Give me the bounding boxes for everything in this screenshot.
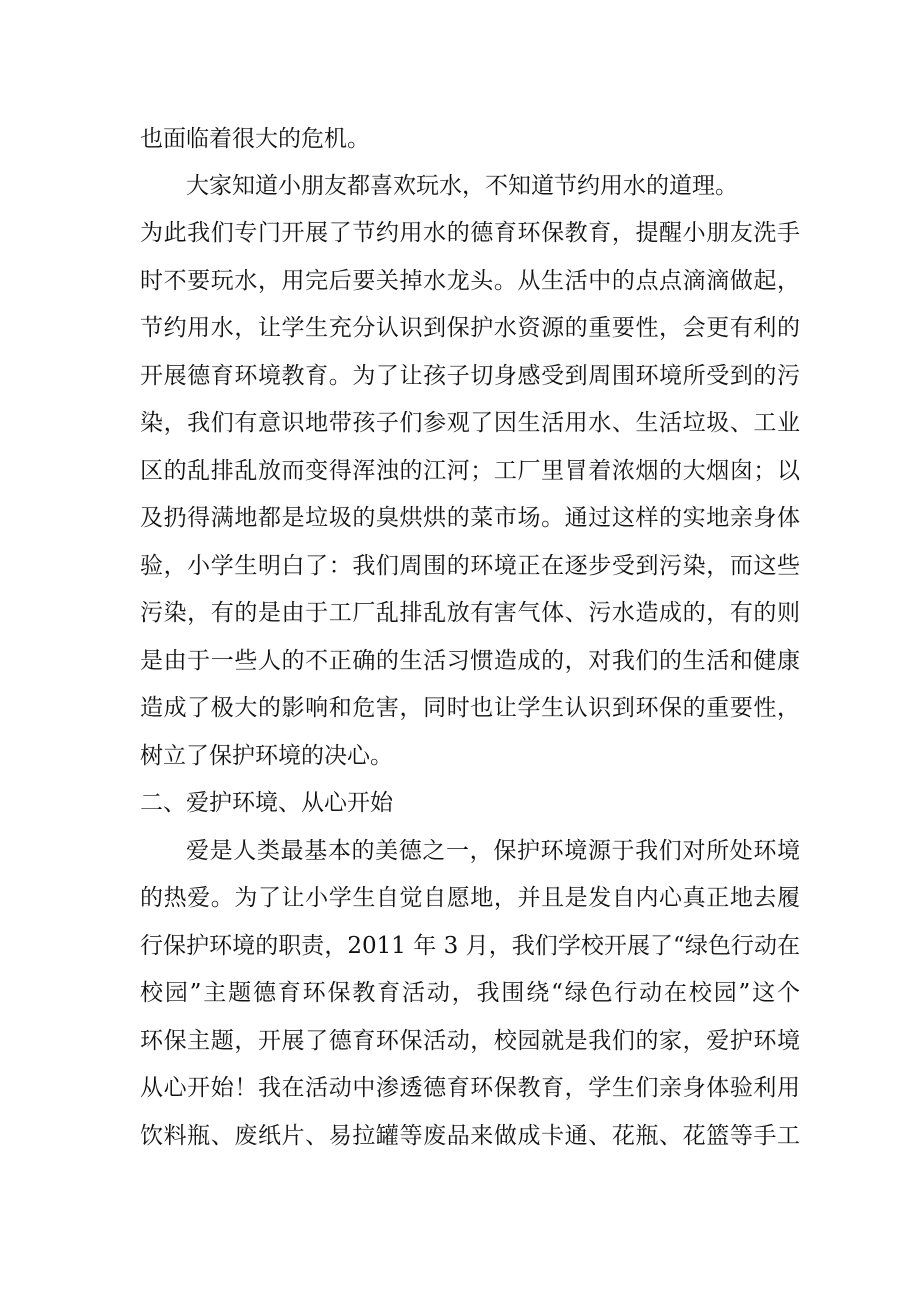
text-line: 节约用水，让学生充分认识到保护水资源的重要性，会更有利的 (140, 315, 800, 341)
text-line: 饮料瓶、废纸片、易拉罐等废品来做成卡通、花瓶、花篮等手工 (140, 1123, 800, 1149)
text-line: 树立了保护环境的决心。 (140, 743, 393, 769)
text-line: 污染，有的是由于工厂乱排乱放有害气体、污水造成的，有的则 (140, 600, 800, 626)
text-line: 染，我们有意识地带孩子们参观了因生活用水、生活垃圾、工业 (140, 410, 800, 436)
text-line: 的热爱。为了让小学生自觉自愿地，并且是发自内心真正地去履 (140, 885, 800, 911)
text-line: 区的乱排乱放而变得浑浊的江河；工厂里冒着浓烟的大烟囱；以 (140, 458, 800, 484)
text-line: 及扔得满地都是垃圾的臭烘烘的菜市场。通过这样的实地亲身体 (140, 505, 800, 531)
text-line: 从心开始！我在活动中渗透德育环保教育，学生们亲身体验利用 (140, 1075, 800, 1101)
text-line: 验，小学生明白了：我们周围的环境正在逐步受到污染，而这些 (140, 553, 800, 579)
text-line: 为此我们专门开展了节约用水的德育环保教育，提醒小朋友洗手 (140, 220, 800, 246)
text-line: 是由于一些人的不正确的生活习惯造成的，对我们的生活和健康 (140, 648, 800, 674)
text-line: 也面临着很大的危机。 (140, 126, 370, 152)
section-heading: 二、爱护环境、从心开始 (140, 790, 393, 816)
text-line: 环保主题，开展了德育环保活动，校园就是我们的家，爱护环境 (140, 1028, 800, 1054)
paragraph-first-line: 大家知道小朋友都喜欢玩水，不知道节约用水的道理。 (186, 173, 738, 199)
text-line: 行保护环境的职责，2011 年 3 月，我们学校开展了“绿色行动在 (140, 933, 800, 959)
paragraph-first-line: 爱是人类最基本的美德之一，保护环境源于我们对所处环境 (186, 838, 800, 864)
text-line: 校园”主题德育环保教育活动，我围绕“绿色行动在校园”这个 (140, 980, 800, 1006)
text-line: 开展德育环境教育。为了让孩子切身感受到周围环境所受到的污 (140, 363, 800, 389)
text-line: 造成了极大的影响和危害，同时也让学生认识到环保的重要性， (140, 695, 800, 721)
text-line: 时不要玩水，用完后要关掉水龙头。从生活中的点点滴滴做起， (140, 268, 800, 294)
